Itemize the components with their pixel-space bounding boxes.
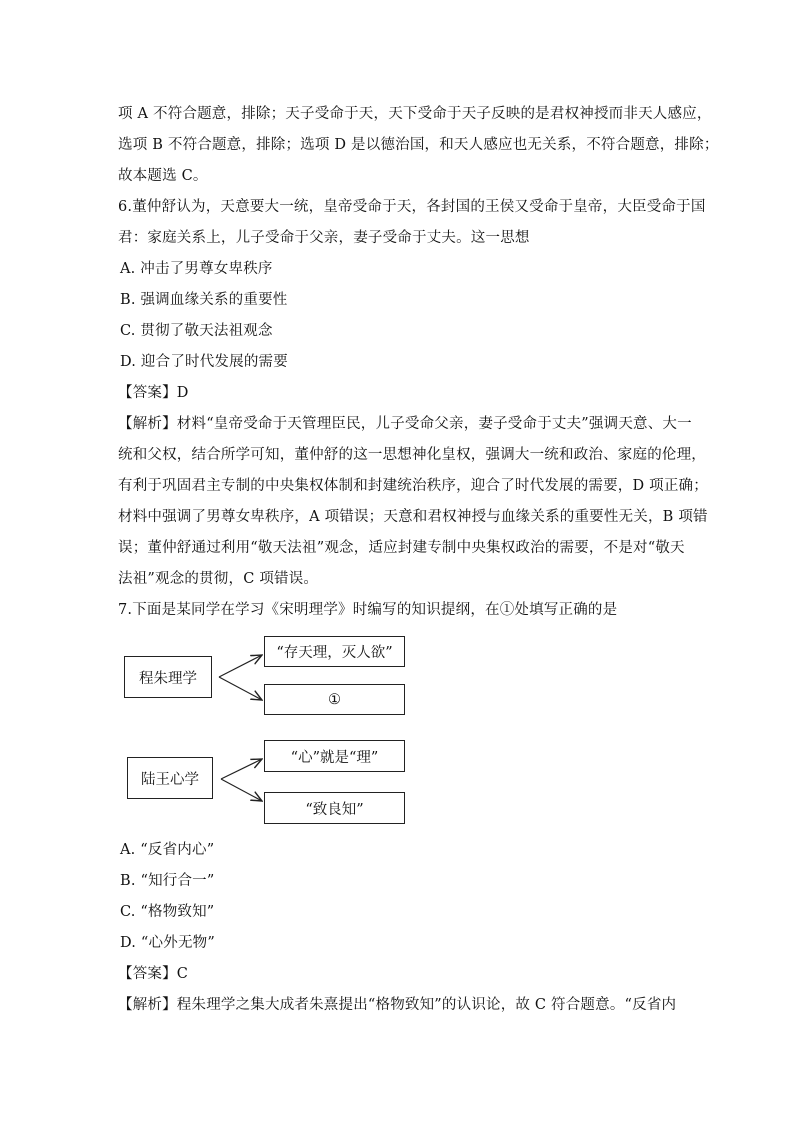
text-line: 故本题选 C。 <box>118 168 208 184</box>
q7-option-c: C. “格物致知” <box>120 904 215 920</box>
q6-answer: 【答案】D <box>118 385 189 401</box>
arrow-to-bottom-1 <box>221 759 262 779</box>
q6-option-b: B. 强调血缘关系的重要性 <box>120 292 288 308</box>
q6-analysis-line: 材料中强调了男尊女卑秩序，A 项错误；天意和君权神授与血缘关系的重要性无关，B 项错 <box>118 509 708 525</box>
box-xin-jiushi-li: “心”就是“理” <box>264 740 405 772</box>
q6-option-c: C. 贯彻了敬天法祖观念 <box>120 323 273 339</box>
box-blank-1: ① <box>264 684 405 715</box>
arrow-to-top-2 <box>219 677 262 700</box>
question-6-stem: 君：家庭关系上，儿子受命于父亲，妻子受命于丈夫。这一思想 <box>118 230 530 246</box>
q6-analysis-line: 法祖”观念的贯彻，C 项错误。 <box>118 571 319 587</box>
q7-option-a: A. “反省内心” <box>120 842 215 858</box>
q7-analysis-line: 【解析】程朱理学之集大成者朱熹提出“格物致知”的认识论，故 C 符合题意。“反省内 <box>118 997 677 1013</box>
question-7-stem: 7.下面是某同学在学习《宋明理学》时编写的知识提纲，在①处填写正确的是 <box>118 602 618 618</box>
q7-answer: 【答案】C <box>118 966 189 982</box>
text-line: 项 A 不符合题意，排除；天子受命于天，天下受命于天子反映的是君权神授而非天人感应， <box>118 106 712 122</box>
arrow-to-top-1 <box>219 655 262 677</box>
question-6-stem: 6.董仲舒认为，天意要大一统，皇帝受命于天，各封国的王侯又受命于皇帝，大臣受命于国 <box>118 199 706 215</box>
q7-option-b: B. “知行合一” <box>120 873 215 889</box>
q7-option-d: D. “心外无物” <box>120 935 215 951</box>
box-chengzhu-lixue: 程朱理学 <box>124 656 212 698</box>
arrow-to-bottom-2 <box>221 779 262 801</box>
box-zhi-liangzhi: “致良知” <box>264 792 405 824</box>
q6-analysis-line: 有利于巩固君主专制的中央集权体制和封建统治秩序，迎合了时代发展的需要，D 项正确； <box>118 478 708 494</box>
text-line: 选项 B 不符合题意，排除；选项 D 是以德治国，和天人感应也无关系，不符合题意，排除； <box>118 137 719 153</box>
box-luwang-xinxue: 陆王心学 <box>127 757 213 799</box>
q6-option-a: A. 冲击了男尊女卑秩序 <box>120 261 273 277</box>
q6-analysis-line: 统和父权，结合所学可知，董仲舒的这一思想神化皇权，强调大一统和政治、家庭的伦理， <box>118 447 706 463</box>
box-cun-tianli: “存天理，灭人欲” <box>264 636 405 667</box>
q6-analysis-line: 【解析】材料“皇帝受命于天管理臣民，儿子受命父亲，妻子受命于丈夫”强调天意、大一 <box>118 416 692 432</box>
q6-analysis-line: 误；董仲舒通过利用“敬天法祖”观念，适应封建专制中央集权政治的需要，不是对“敬天 <box>118 540 685 556</box>
q6-option-d: D. 迎合了时代发展的需要 <box>120 354 288 370</box>
